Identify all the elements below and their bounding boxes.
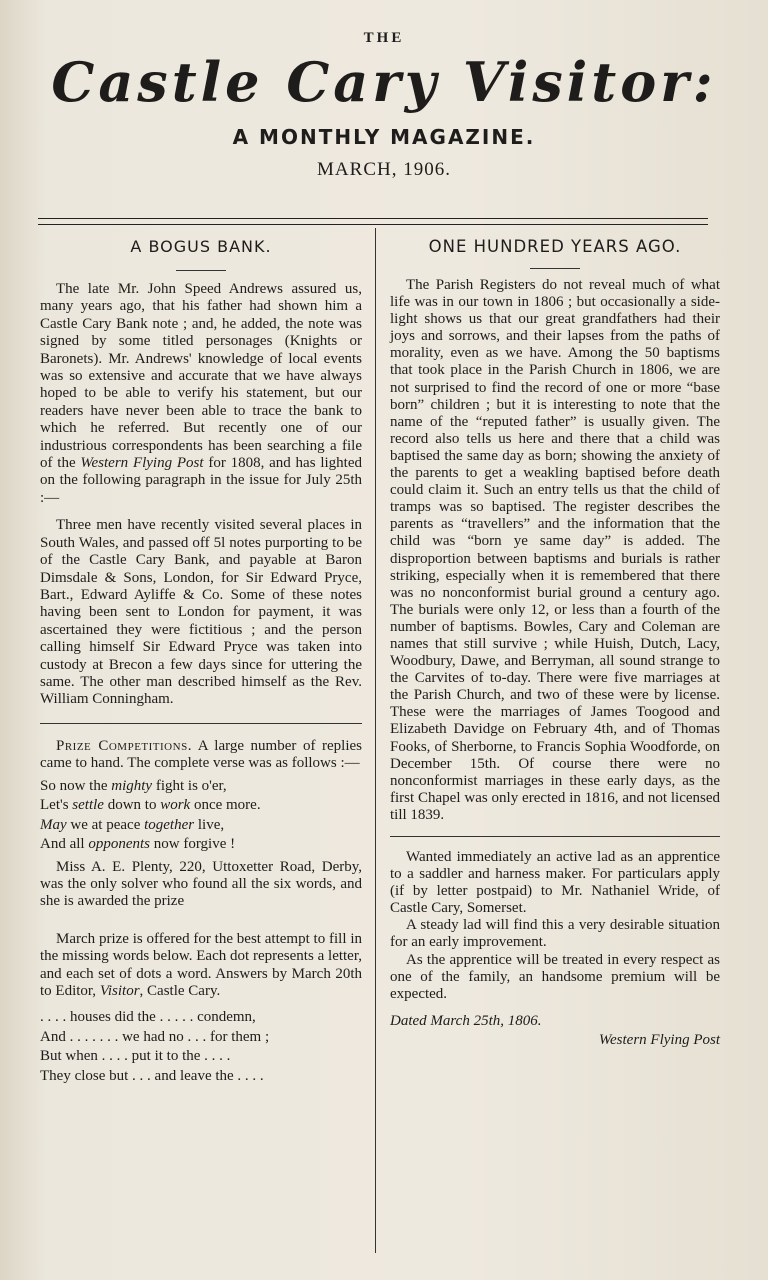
paragraph-gap	[40, 911, 362, 931]
march-prize-text-a: March prize is offered for the best attempt to fill in the missing words below. Each dot represents a letter, and each set of dots a word. Answers by March 20th to Editor,	[40, 930, 362, 999]
masthead-double-rule	[38, 218, 708, 225]
verse-text: now forgive !	[150, 836, 236, 853]
prize-verse	[40, 777, 362, 855]
puzzle-line: They close but . . . and leave the . . . .	[40, 1067, 264, 1084]
verse-missing-word: mighty	[111, 777, 153, 794]
puzzle-lines	[40, 1008, 362, 1086]
bogus-bank-heading: A BOGUS BANK.	[130, 237, 272, 256]
prize-intro	[40, 738, 362, 773]
verse-line	[40, 777, 362, 797]
verse-missing-word: together	[144, 816, 195, 833]
paragraph-gap	[40, 507, 362, 517]
masthead-subtitle: A MONTHLY MAGAZINE.	[232, 125, 536, 149]
heading-rule	[530, 268, 580, 269]
prize-winner: Miss A. E. Plenty, 220, Uttoxetter Road, Derby, was the only solver who found all the six words, and she is awarded the prize	[40, 858, 362, 910]
bogus-bank-text-a: The late Mr. John Speed Andrews assured us, many years ago, that his father had shown him a Castle Cary Bank note ; and, he added, the note was signed by some titled personages (Knights or Baronets). Mr. Andrews' knowledge of local events was so extensive and accurate that we have always hoped to be able to verify his statement, but our readers have never been able to trace the bank to which he referred. But recently one of our industrious correspondents has been searching a file of the	[40, 281, 362, 472]
bogus-bank-paragraph-2: Three men have recently visited several places in South Wales, and passed off 5l notes purporting to be of the Castle Cary Bank, and payable at Baron Dimsdale & Sons, London, for Sir Edward Pryce, Bart., Edward Ayliffe & Co. Some of these notes having been sent to London for payment, it was ascertained they were fictitious ; and the person calling himself Sir Edward Pryce was taken into custody at Brecon a few days since for uttering the same. The other man described himself as the Rev. William Conningham.	[40, 517, 362, 708]
prize-intro-text: A large number of replies came to hand. The complete verse was as follows :—	[40, 737, 363, 772]
issue-date: MARCH, 1906.	[317, 159, 451, 180]
advert-wanted: Wanted immediately an active lad as an apprentice to a saddler and harness maker. For particulars apply (if by letter postpaid) to Mr. Nathaniel Wride, of Castle Cary, Somerset.	[390, 849, 720, 917]
section-rule	[40, 723, 362, 724]
puzzle-line: But when . . . . put it to the . . . .	[40, 1048, 231, 1065]
advert-source: Western Flying Post	[598, 1031, 720, 1048]
column-divider	[375, 228, 376, 1253]
verse-text: we at peace	[66, 816, 145, 833]
verse-text: live,	[194, 816, 225, 833]
verse-text: And all	[40, 836, 89, 853]
verse-text: So now the	[40, 777, 112, 794]
verse-missing-word: May	[40, 816, 67, 833]
verse-line	[40, 816, 362, 836]
puzzle-line: . . . . houses did the . . . . . condemn,	[40, 1009, 256, 1026]
verse-text: once more.	[190, 797, 261, 814]
bogus-bank-paragraph-1	[40, 281, 362, 507]
puzzle-line: And . . . . . . . we had no . . . for them ;	[40, 1028, 270, 1045]
verse-text: Let's	[40, 797, 73, 814]
advert-date: Dated March 25th, 1806.	[390, 1012, 542, 1029]
verse-missing-word: settle	[72, 797, 104, 814]
masthead	[0, 30, 768, 181]
hundred-years-paragraph: The Parish Registers do not reveal much of what life was in our town in 1806 ; but occasionally a side-light shows us that our great grandfathers had their joys and sorrows, and their lapses from the paths of morality, even as we have. Among the 50 baptisms that took place in the Parish Church in 1806, we are not surprised to find the record of one or more “base born” children ; but it is interesting to note that the name of the “reputed father” is usually given. The record also tells us here and there that a child was baptised the same day as born; showing the anxiety of the parents to get a weakling baptised before death could claim it. Such an entry tells us that the child of tramps was so baptised. The register describes the parents as “travellers” and the information that the child was “born ye same day” is added. The disproportion between baptisms and burials is rather striking, especially when it is remembered that there was no nonconformist burial ground a century ago. The burials were only 12, or less than a fourth of the number of baptisms. Bowles, Cary and Coleman are names that still survive ; while Huish, Dutch, Lacy, Woodbury, Dawe, and Berryman, all sound strange to the Carvites of to-day. There were five marriages at the Parish Church, and two of these were by license. These were the marriages of James Toogood and Elizabeth Davidge on February 4th, and of Thomas Fooks, of Sherborne, to Francis Sophia Woodforde, on December 15th. Of course there were no nonconformist marriages in these early days, as the first Chapel was only erected in 1816, and not licensed till 1839.	[390, 277, 720, 823]
masthead-title: Castle Cary Visitor:	[51, 50, 717, 114]
march-prize-text-b: , Castle Cary.	[139, 983, 221, 999]
verse-text: down to	[103, 797, 161, 814]
bogus-bank-text-b: for 1808, and has lighted on the following paragraph in the issue for July 25th :—	[40, 455, 362, 506]
left-column	[40, 228, 362, 1090]
masthead-the: THE	[363, 30, 405, 46]
right-column	[390, 228, 720, 1049]
verse-missing-word: work	[160, 797, 191, 814]
advert-steady-lad: A steady lad will find this a very desirable situation for an early improvement.	[390, 917, 720, 951]
prize-heading: Prize Competitions.	[56, 737, 192, 754]
section-rule	[390, 836, 720, 837]
newspaper-name: Western Flying Post	[80, 455, 204, 472]
verse-text: fight is o'er,	[152, 777, 227, 794]
verse-line	[40, 796, 362, 816]
verse-missing-word: opponents	[88, 836, 150, 853]
advert-apprentice: As the apprentice will be treated in every respect as one of the family, an handsome premium will be expected.	[390, 951, 720, 1002]
magazine-name: Visitor	[99, 983, 140, 999]
hundred-years-heading: ONE HUNDRED YEARS AGO.	[428, 237, 682, 256]
march-prize	[40, 931, 362, 1001]
verse-line	[40, 835, 362, 855]
heading-rule	[176, 270, 226, 271]
